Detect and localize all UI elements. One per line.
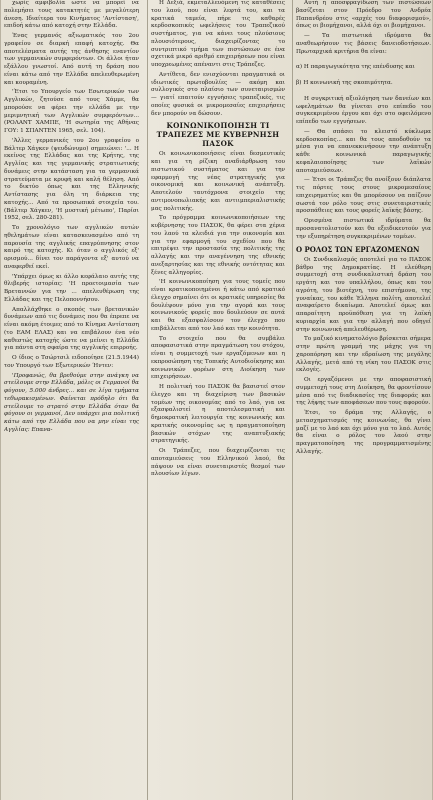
paragraph: Οι κοινωνικοποιήσεις είναι δεσμευτικές και για τη ρίζικη αναδιάρθρωση του πιστωτικού συστήματος και για την εφαρμογή της νέας στρατηγικής για οικονομική και κοινωνική ανάπτυξη. Αποτελούν ταυτόχρονα στοιχείο της αντιμονοπωλιακής και αντιιμπεριαλιστικής μας πολιτικής.: [151, 151, 285, 212]
paragraph: Ο ίδιος ο Τσώρτσιλ ειδοποίησε (21.5.1944) τον Υπουργό των Εξωτερικών Ήντεν:: [4, 355, 139, 369]
paragraph: 'Άλλες γερμανικές του 2ου γραφείου ο Βάλτερ Χάγκεν (ψευδώνυμο) σημειώνει: '... Η εκείνος της Ελλάδας και της Κρήτης, της Αγγλίας και της γερμανικής στρατιωτικής δυνάμεις στην κατάσταση για τα γερμανικά στρατεύματα με κρυφή και καλή θέληση. Από το δικτύο όπως και της Ελληνικής Αντίστασης για όλη τη διάρκεια της κατοχής... Από τα προσωπικά στοιχεία του. (Βάλτερ Χάγκεν, 'Η μυστική μέτωπο', Παρίσι 1952, σελ. 280-281).: [4, 137, 139, 222]
paragraph: Αυτή η αποσφραγίδωση των πιστώσεων βασίζεται στον Πρόεδρο του Ανδρέα Παπανδρέου στις «αρχές του διαφορισμού», όπως οι βιομήχανοι, αλλά όχι οι βιομήχανοι.: [296, 0, 431, 30]
paragraph: Η πολιτική του ΠΑΣΟΚ θα βασιστεί στον έλεγχο και τη διαχείριση των βασικών τομέων της οικονομίας από το λαό, για να εξασφαλιστεί η αποτελεσματική και δημοκρατική λειτουργία της κοινωνικής και κρατικής οικονομίας ως η πραγματοποίηση βασικών στόχων της αναπτυξιακής στρατηγικής.: [151, 384, 285, 445]
paragraph: — Τα πιστωτικά ιδρύματα θα αναθεωρήσουν τις βάσεις δανειοδοτήσεων. Πρωταρχικά κριτήρια θα είναι:: [296, 33, 431, 55]
paragraph: Η Δεξιά, εκμεταλλευόμενη τις καταθέσεις του λαού, που είναι λεφτά του, και τα κρατικά ταμεία, πήρε τις καθαρές κερδοσκοπικές ωφελήσεις του Τραπεζικού συστήματος, για να κάνει τους πλούσιους πλουσιότερους, διαχειρίζοντας το συντριπτικό τμήμα των πιστώσεων σε ένα σχετικά μικρό αριθμό επιχειρήσεων που είναι υποχρεωμένες απέναντι στις Τράπεζες.: [151, 0, 285, 68]
paragraph: Το στοιχείο που θα συμβάλει αποφασιστικά στην πραγμάτωση του στόχου, είναι η συμμετοχή των εργαζόμενων και η εκπροσώπηση της Τοπικής Αυτοδιοίκησης και κοινωνικών φορέων στη Διοίκηση των επιχειρήσεων.: [151, 335, 285, 381]
paragraph: Το χρονολόγιο των αγγλικών αυτών ηθελημάτων είναι κατασκευασμένο από τη παρουσία της αγγλικής επαγρύπνησης στον καιρό της κατοχής. Κι όταν ο αγγλικός εξ' ορισμού... δίνει τον παράγοντα εξ' αυτού να αναφερθεί εκεί.: [4, 225, 139, 270]
criterion-item: β) Η κοινωνική της σκοπιμότητα.: [296, 80, 393, 86]
paragraph: Οι Συνδικαλισμός αποτελεί για το ΠΑΣΟΚ βάθρο της Δημοκρατίας. Η ελεύθερη συμμετοχή στη συνδικαλιστική δράση του εργάτη και του υπαλλήλου, όπως και του αγρότη, του βιοτέχνη, του επιστήμονα, της γυναίκας, του κάθε Έλληνα πολίτη, αποτελεί αναφαίρετο δικαίωμα. Αποτελεί όμως και απαραίτητη προϋπόθεση για τη λαϊκή κυριαρχία και για την αλλαγή που οδηγεί στην κοινωνική απελευθέρωση.: [296, 256, 431, 333]
paragraph: 'Υπάρχει όμως κι άλλο κεφάλαιο αυτής της θλιβερής ιστορίας: 'Η προετοιμασία των Βρεταννών για την ... απελευθέρωση της Ελλάδας και της Πελοποννήσου.: [4, 273, 139, 303]
paragraph: Οι εργαζόμενοι με την αποφασιστική συμμετοχή τους στη Διοίκηση, θα φροντίσουν μέσα από τις διαδικασίες της διαφοράς και της λήψης των αποφάσεων που τους αφορούν.: [296, 377, 431, 407]
quote-paragraph: 'Προφανώς, θα βρεθούμε στην ανάγκη να στείλουμε στην Ελλάδα, μόλις οι Γερμανοί θα φύγουν, 5.000 άνδρες... και σε λίγα τμήματα τεθωρακισμένων. Φαίνεται πρόδηλο ότι θα στείλουμε το στρατό στην Ελλάδα όταν θα φύγουν οι γερμανοί, Δεν υπάρχει μια πολιτική κάτω από την Ελλάδα που να μην είναι της Αγγλίας: Επανα-: [4, 372, 139, 433]
paragraph: — Θα σπάσει το κλειστό κύκλωμα κερδοσκοπίας... και θα τους αποδοθούν τα μέσα για να επανεκκινήσουν την ανάπτυξη κάθε κοινωνικά παραγωγικής κεφαλαιοποίησης των λαϊκών αποταμιεύσεων.: [296, 128, 431, 174]
column-right: [292, 0, 431, 800]
paragraph: Έτσι, το δράμα της Αλλαγής, ο μετασχηματισμός της κοινωνίας, θα γίνει μαζί με το λαό και όχι μόνο για το λαό. Αυτός θα είναι ο ρόλος του λαού στην πραγματοποίηση της προγραμματισμένης Αλλαγής.: [296, 410, 431, 455]
paragraph: Το μαζικό κινηματολόγιο βρίσκεται σήμερα στην πρώτη γραμμή της μάχης για τη χαροπόρηση και την εδραίωση της μεγάλης Αλλαγής, μετά από τη νίκη του ΠΑΣΟΚ στις εκλογές.: [296, 336, 431, 374]
paragraph: Ορισμένα πιστωτικά ιδρύματα θα προσανατολιστούν και θα εξειδικευτούν για την εξυπηρέτηση συγκεκριμένων τομέων.: [296, 218, 431, 240]
criterion-item: α) Η παραγωγικότητα της επένδυσης και: [296, 64, 415, 71]
column-middle: [147, 0, 288, 800]
column-left: [4, 0, 143, 800]
paragraph: — Έτσι οι Τράπεζες θα ανοίξουν διάπλατα τις πόρτες τους στους μικρομεσαίους επιχειρηματίες και θα μπορέσουν να παίζουν σωστά τον ρόλο τους στις συνεταιριστικές προσπάθειες και τους φορείς λαϊκής βάσης.: [296, 177, 431, 215]
paragraph: Οι Τράπεζες, που διαχειρίζονται τις αποταμιεύσεις του Ελληνικού λαού, θα πάψουν να είναι συνεταιριστές θεσμοί των πλουσίων λίγων.: [151, 448, 285, 478]
paragraph: Ένας γερμανός αξιωματικός του 2ου γραφείου σε διαρκή επαφή κατοχής. Θα αποτελέσματα αυτής της άνθησης εναντίον των γερμανικών συμφερόντων. Οι άλλοι ήταν εξάλλου γνωστοί. Από αυτή τη δράση που είναι κάτω από την Ελλάδα απελευθερωμένη και κουραμένη.: [4, 33, 139, 86]
paragraph: Η συγκριτική αξιολόγηση των δανείων και ωφελημάτων θα γίνεται στο επίπεδο του συγκεκριμένου έργου και όχι στο οφειλόμενο επίπεδο των εγγυήσεων.: [296, 95, 431, 125]
paragraph: Το πρόγραμμα κοινωνικοποιήσεων της κυβέρνησης του ΠΑΣΟΚ, θα φέρει στα χέρια του λαού τα κλειδιά για την οικονομία και για την εφαρμογή του σχεδίου που θα επιτρέψει την προστασία της πολιτικής της αλλαγής και την αναγέννηση της εθνικής ανεξαρτησίας και της εθνικής οντότητας και ξένες αλληγορίες.: [151, 215, 285, 276]
paragraph: 'Έτσι το Υπουργείο των Εσωτερικών των Αγγλικών, ζητούσε από τους Χάμμε, θα μπορούσε να φέρει την ελλάδα με την μεριμνητική των Αγγλικών συμφερόντων... (ΡΟΛΑΝΤ ΧΑΜΠΕ, 'Η σωτηρία της Αθήνας ΓΟΥ: 1 ΣΠΑΝΤΕΝ 1965, σελ. 104).: [4, 89, 139, 134]
paragraph: Απαλλάχθηκε ο σκοπός των βρετανικών δυνάμεων από τις δυνάμεις που θα έπρεπε να είναι ακόμη έτοιμες από το Κίνημα Αντίσταση (το ΕΑΜ ΕΛΑΣ) και να επιβάλουν ένα νέο καθεστώς κατοχής ώστε να μείνει η Ελλάδα για πάντα στη σφαίρα της αγγλικής επιρροής.: [4, 306, 139, 352]
section-heading: ΚΟΙΝΩΝΙΚΟΠΟΙΗΣΗ ΤΙ ΤΡΑΠΕΖΕΣ ΜΕ ΚΥΒΕΡΝΗΣΗ ΠΑΣΟΚ: [156, 121, 280, 149]
paragraph: 'Η κοινωνικοποίηση για τους τομείς που είναι κρατικοποιημένοι ή κάτω από κρατικό έλεγχο σημαίνει ότι οι κρατικές υπηρεσίες θα δουλέψουν μόνο για την αγορά και τους κοινωνικούς φορείς που δουλεύουν σε αυτά και θα εξασφαλίσουν τον έλεγχο που επιβάλλεται από τον λαό και την κοινότητα.: [151, 279, 285, 332]
paragraph: Αντίθετα, δεν ενισχύονται πραγματικά οι ιδιωτικές πρωτοβουλίες — ακόμη και συλλογικές στο πλαίσιο των συνεταιρισμών — γιατί επαιτούν εγγυήσεις τραπεζικές, τις οποίες φυσικά οι μικρομεσαίες επιχειρήσεις δεν μπορούν να δώσουν.: [151, 71, 285, 117]
section-heading: Ο ΡΟΛΟΣ ΤΩΝ ΕΡΓΑΖΟΜΕΝΩΝ: [296, 245, 420, 255]
paragraph: χωρίς αμφιβολία ωστε να μπορεί να πολεμήσει τους κατακτητές με μεγαλύτερη άνεση. Ιδιαίτερα του Κινήματος 'Αντίσταση', επιδοή κάτω από κατοχή στην Ελλάδα.: [4, 0, 139, 30]
